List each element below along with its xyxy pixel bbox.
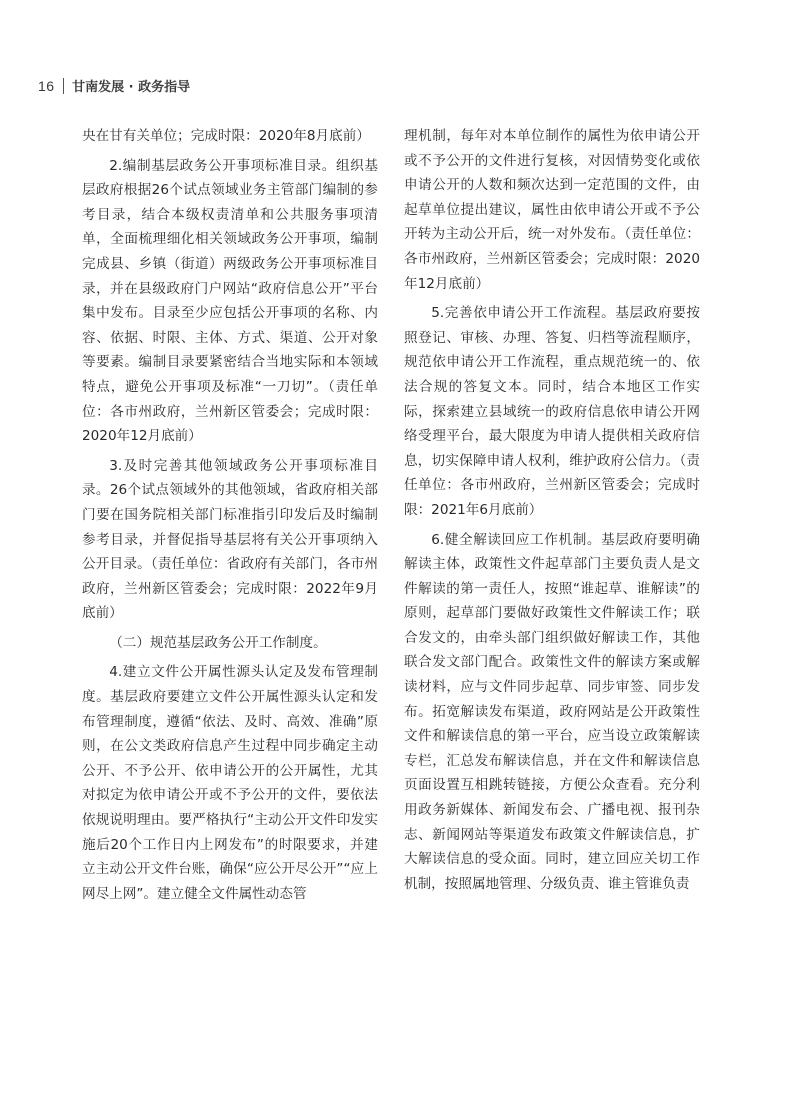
right-text-column [404, 124, 700, 901]
publication-title: 甘南发展 · 政务指导 [72, 80, 191, 95]
paragraph: 5.完善依申请公开工作流程。基层政府要按照登记、审核、办理、答复、归档等流程顺序，规范依申请公开工作流程，重点规范统一的、依法合规的答复文本。同时，结合本地区工作实际，探索建立县域统一的政府信息依申请公开网络受理平台，最大限度为申请人提供相关政府信息，切实保障申请人权利，维护政府公信力。（责任单位：各市州政府，兰州新区管委会；完成时限：2021年6月底前） [404, 305, 700, 518]
section-heading: （二）规范基层政务公开工作制度。 [109, 634, 327, 651]
paragraph: 理机制，每年对本单位制作的属性为依申请公开或不予公开的文件进行复核，对因情势变化或依申请公开的人数和频次达到一定范围的文件，由起草单位提出建议，属性由依申请公开或不予公开转为主动公开后，统一对外发布。（责任单位：各市州政府，兰州新区管委会；完成时限：2020年12月底前） [404, 128, 700, 292]
paragraph: 4.建立文件公开属性源头认定及发布管理制度。基层政府要建立文件公开属性源头认定和发布管理制度，遵循“依法、及时、高效、准确”原则，在公文类政府信息产生过程中同步确定主动公开、不予公开、依申请公开的公开属性，尤其对拟定为依申请公开或不予公开的文件，要依法依规说明理由。要严格执行“主动公开文件印发实施后20个工作日内上网发布”的时限要求，并建立主动公开文件台账，确保“应公开尽公开”“应上网尽上网”。建立健全文件属性动态管 [82, 664, 378, 902]
running-header [38, 76, 190, 95]
paragraph: 3.及时完善其他领域政务公开事项标准目录。26个试点领域外的其他领域，省政府相关部门要在国务院相关部门标准指引印发后及时编制参考目录，并督促指导基层将有关公开事项纳入公开目录。（责任单位：省政府有关部门，各市州政府，兰州新区管委会；完成时限：2022年9月底前） [82, 457, 378, 622]
paragraph: 6.健全解读回应工作机制。基层政府要明确解读主体，政策性文件起草部门主要负责人是文件解读的第一责任人，按照“谁起草、谁解读”的原则，起草部门要做好政策性文件解读工作；联合发文的，由牵头部门组织做好解读工作，其他联合发文部门配合。政策性文件的解读方案或解读材料，应与文件同步起草、同步审签、同步发布。拓宽解读发布渠道，政府网站是公开政策性文件和解读信息的第一平台，应当设立政策解读专栏，汇总发布解读信息，并在文件和解读信息页面设置互相跳转链接，方便公众查看。充分利用政务新媒体、新闻发布会、广播电视、报刊杂志、新闻网站等渠道发布政策文件解读信息，扩大解读信息的受众面。同时，建立回应关切工作机制，按照属地管理、分级负责、谁主管谁负责 [404, 531, 700, 892]
header-divider [63, 78, 65, 94]
paragraph: 2.编制基层政务公开事项标准目录。组织基层政府根据26个试点领域业务主管部门编制的参考目录，结合本级权责清单和公共服务事项清单，全面梳理细化相关领域政务公开事项，编制完成县、乡镇（街道）两级政务公开事项标准目录，并在县级政府门户网站“政府信息公开”平台集中发布。目录至少应包括公开事项的名称、内容、依据、时限、主体、方式、渠道、公开对象等要素。编制目录要紧密结合当地实际和本领域特点，避免公开事项及标准“一刀切”。（责任单位：各市州政府，兰州新区管委会；完成时限：2020年12月底前） [82, 157, 378, 445]
page-number: 16 [38, 77, 55, 94]
paragraph: 央在甘有关单位；完成时限：2020年8月底前） [82, 128, 370, 144]
left-text-column [82, 124, 378, 911]
